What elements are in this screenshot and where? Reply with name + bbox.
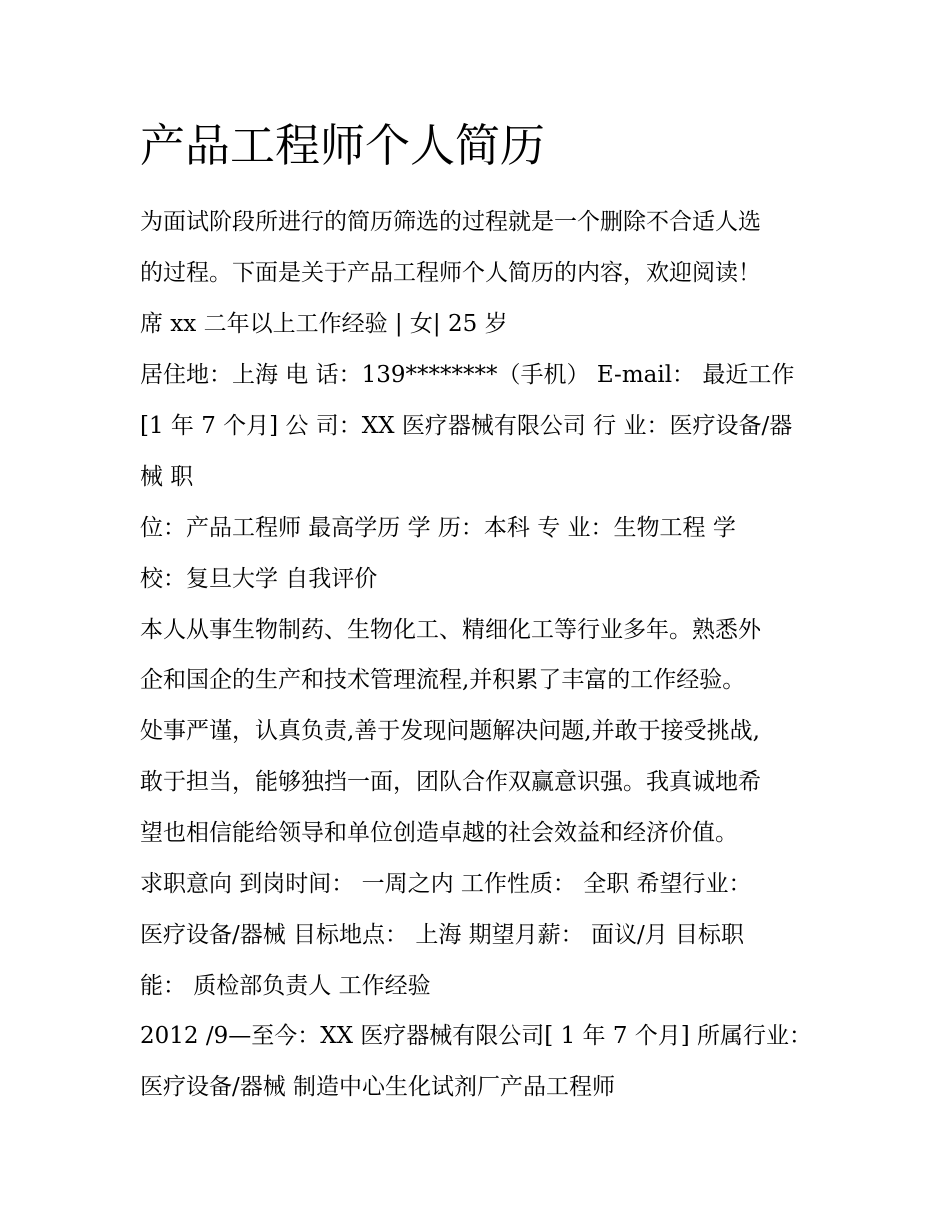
- self-evaluation-line-3: 处事严谨，认真负责,善于发现问题解决问题,并敢于接受挑战,: [140, 718, 760, 744]
- work-experience-line-1: 2012 /9—至今：XX 医疗器械有限公司[ 1 年 7 个月] 所属行业：: [140, 1023, 813, 1049]
- job-intention-line-2: 医疗设备/器械 目标地点： 上海 期望月薪： 面议/月 目标职: [140, 922, 745, 948]
- self-evaluation-line-4: 敢于担当，能够独挡一面，团队合作双赢意识强。我真诚地希: [140, 769, 761, 795]
- work-experience-line-2: 医疗设备/器械 制造中心生化试剂厂产品工程师: [140, 1074, 616, 1100]
- self-evaluation-line-1: 本人从事生物制药、生物化工、精细化工等行业多年。熟悉外: [140, 617, 761, 643]
- intro-line-2: 的过程。下面是关于产品工程师个人简历的内容，欢迎阅读！: [140, 260, 761, 286]
- page-title: 产品工程师个人简历: [140, 119, 546, 172]
- contact-info-line: 居住地：上海 电 话：139********（手机） E-mail： 最近工作: [140, 362, 795, 388]
- education-line-1: 位：产品工程师 最高学历 学 历：本科 专 业：生物工程 学: [140, 515, 736, 541]
- self-evaluation-line-5: 望也相信能给领导和单位创造卓越的社会效益和经济价值。: [140, 820, 738, 846]
- job-intention-line-3: 能： 质检部负责人 工作经验: [140, 973, 431, 999]
- recent-job-line-1: [1 年 7 个月] 公 司：XX 医疗器械有限公司 行 业：医疗设备/器: [140, 413, 793, 439]
- education-line-2: 校：复旦大学 自我评价: [140, 566, 378, 592]
- self-evaluation-line-2: 企和国企的生产和技术管理流程,并积累了丰富的工作经验。: [140, 667, 746, 693]
- recent-job-line-2: 械 职: [140, 464, 194, 490]
- job-intention-line-1: 求职意向 到岗时间： 一周之内 工作性质： 全职 希望行业：: [140, 871, 752, 897]
- profile-summary-line: 席 xx 二年以上工作经验 | 女| 25 岁: [140, 311, 508, 337]
- intro-line-1: 为面试阶段所进行的简历筛选的过程就是一个删除不合适人选: [140, 209, 761, 235]
